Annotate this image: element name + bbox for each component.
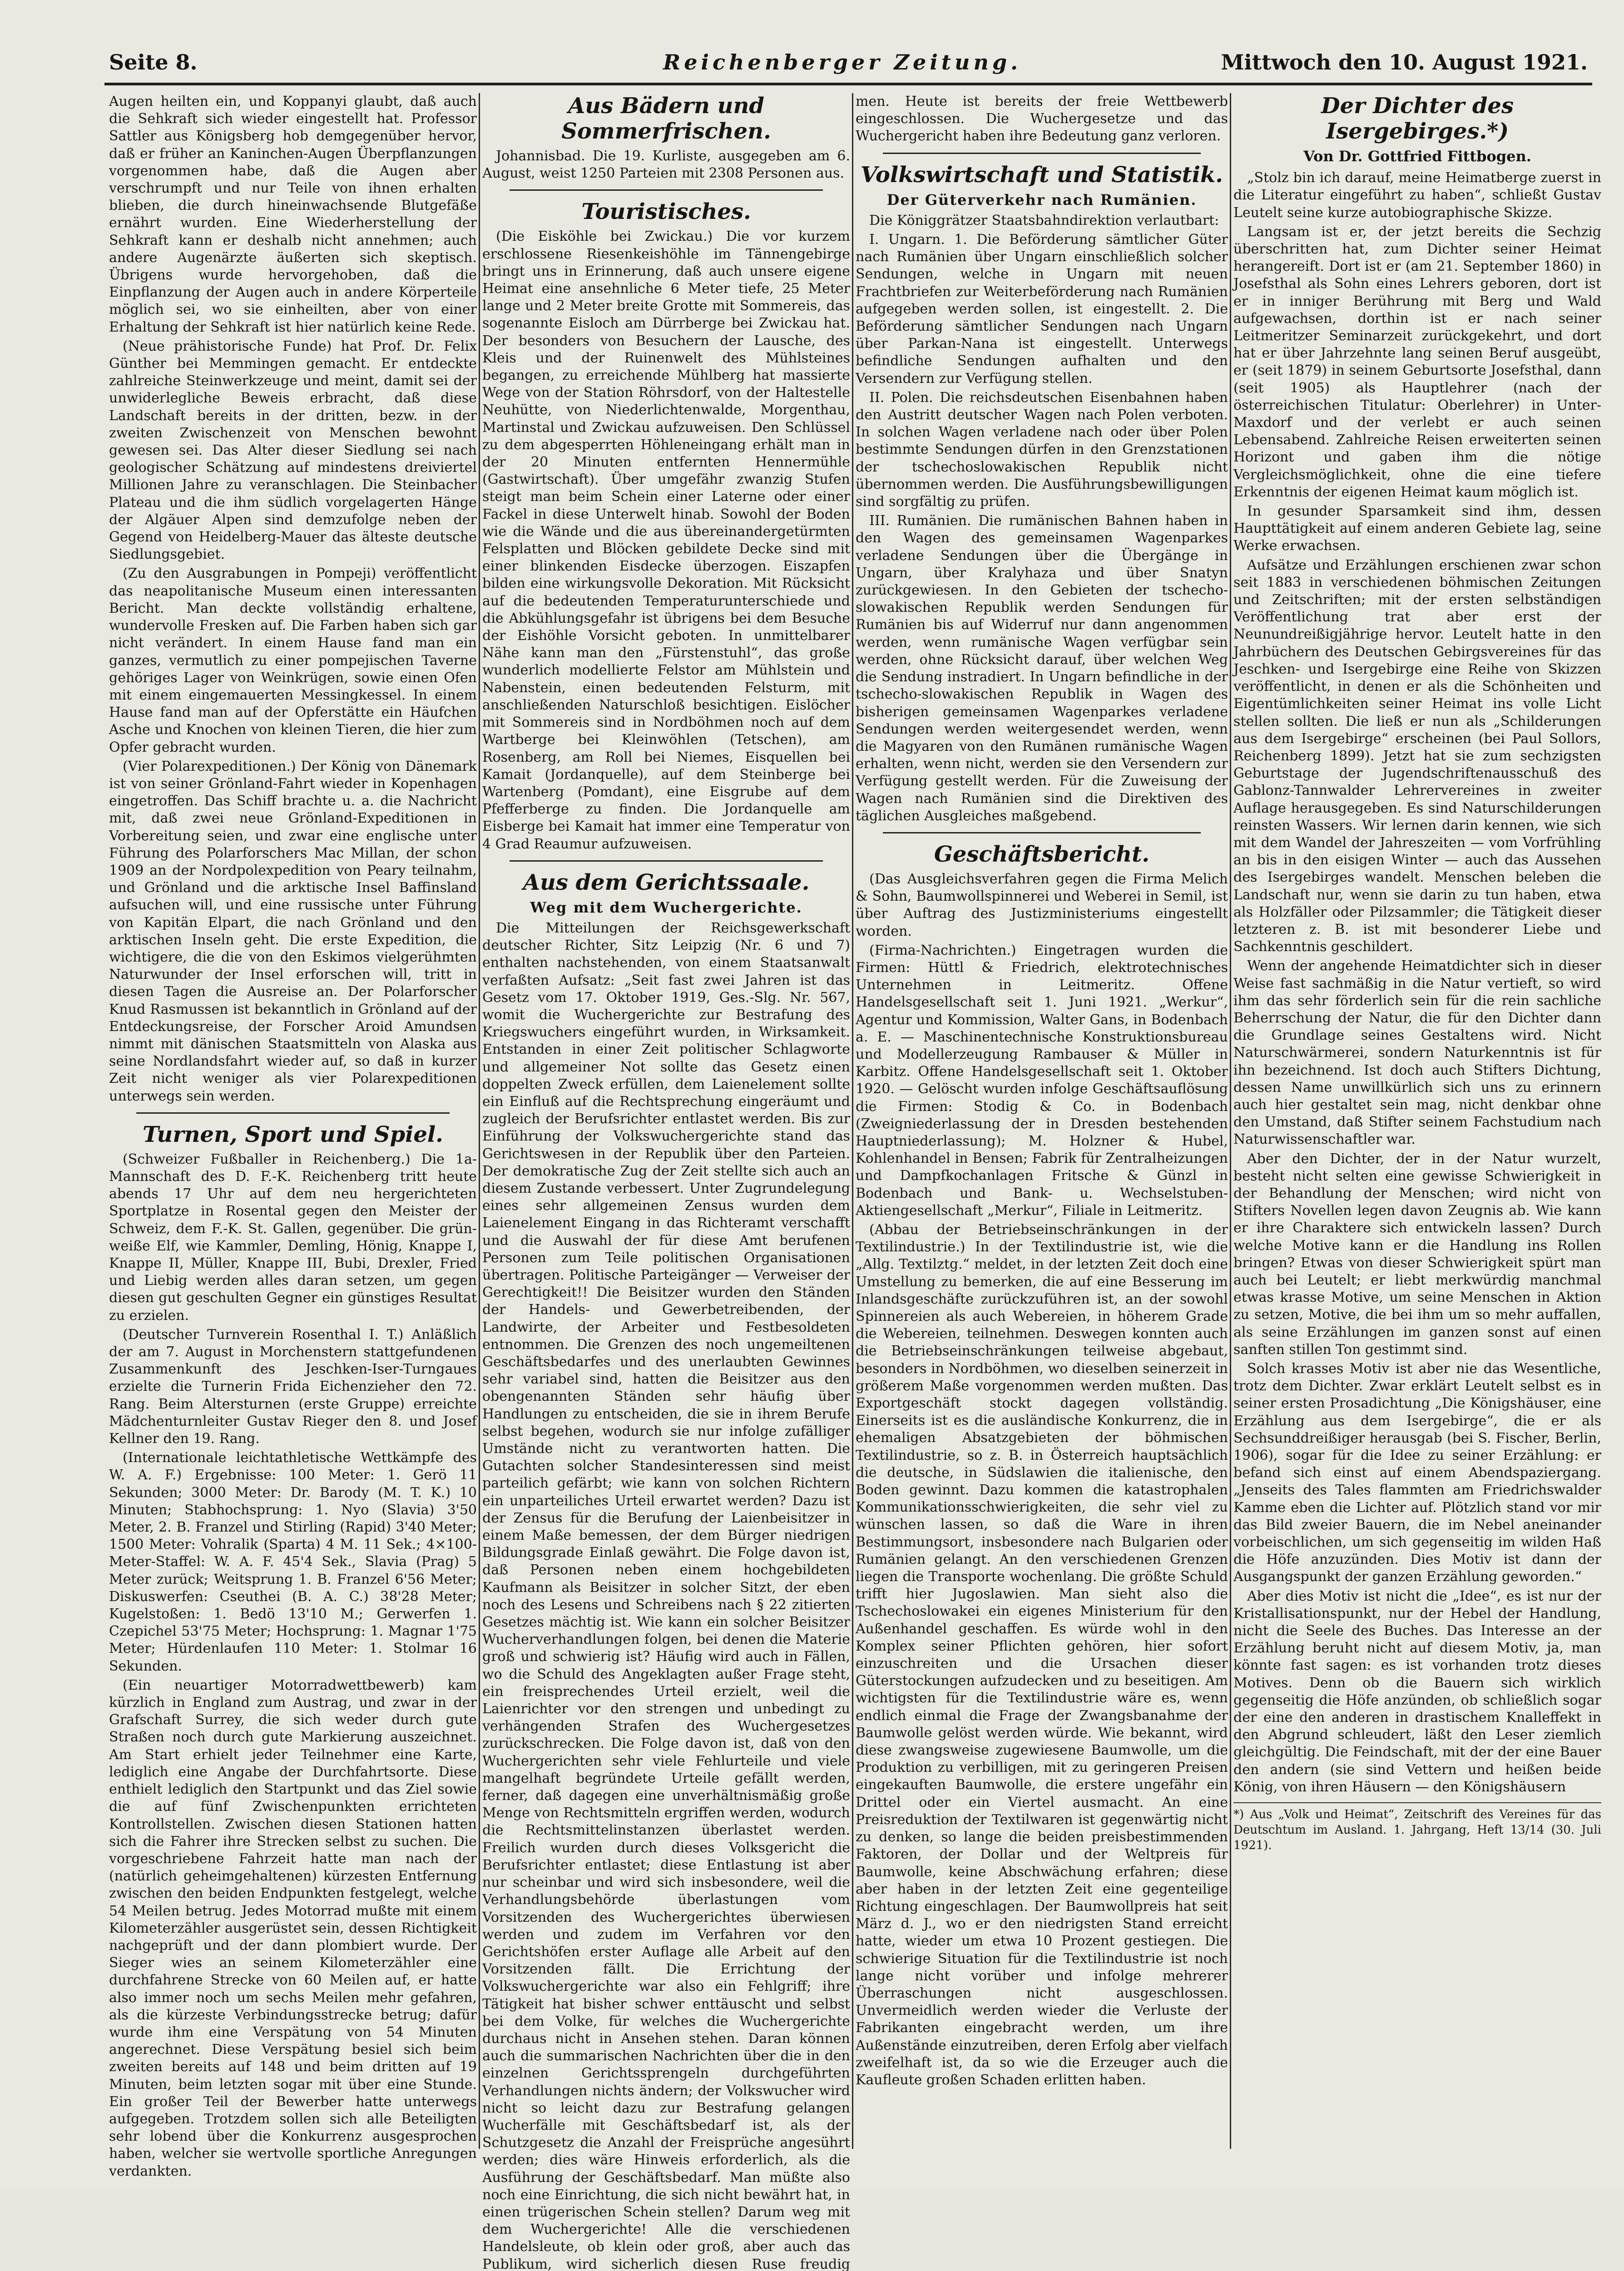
section-heading-gericht: Aus dem Gerichtssaale.	[523, 869, 810, 895]
article-paragraph: Aufsätze und Erzählungen erschienen zwar schon seit 1883 in verschiedenen böhmischen Zeitungen und Zeitschriften; mit der ersten selbständigen Veröffentlichung trat aber erst der Neunundreißigjährige hervor. Leutelt hatte in den Jahrbüchern des Deutschen Gebirgsvereines für das Jeschken- und Isergebirge eine Reihe von Skizzen veröffentlicht, in denen er als die Schönheiten und Eigentümlichkeiten seiner Heimat ins volle Licht stellen sollten. Die ließ er nun als „Schilderungen aus dem Isergebirge“ erscheinen (bei Paul Sollors, Reichenberg 1899). Jetzt hat sie zum sechzigsten Geburtstage der Jugendschriftenausschuß des Gablonz-Tannwalder Lehrervereines in zweiter Auflage herausgegeben. Es sind Naturschilderungen reinsten Wassers. Wir lernen darin kennen, wie sich mit dem Wandel der Jahreszeiten — vom Vorfrühling an bis in den eisigen Winter — auch das Aussehen des Isergebirges wandelt. Menschen beleben die Landschaft nur, wenn sie darin zu tun haben, etwa als Holzfäller oder Pilzsammler; die Tätigkeit dieser letzteren z. B. ist mit besonderer Liebe und Sachkenntnis geschildert.	[1233, 557, 1601, 955]
article-paragraph: Aber den Dichter, der in der Natur wurzelt, besteht nicht selten eine gewisse Schwierigkeit in der Behandlung der Menschen; wird nicht von Stifters Novellen legen davon Zeugnis ab. Wie kann er ihre Charaktere sich entwickeln lassen? Durch welche Motive kann er die Handlung ins Rollen bringen? Etwas von dieser Schwierigkeit spürt man auch bei Leutelt; er liebt merkwürdig manchmal etwas krasse Motive, um seine Menschen in Aktion zu setzen, Motive, die bei ihm um so mehr auffallen, als seine Erzählungen im ganzen sonst auf einen sanften stillen Ton gestimmt sind.	[1233, 1150, 1601, 1358]
article-paragraph: Solch krasses Motiv ist aber nie das Wesentliche, trotz dem Dichter. Zwar erklärt Leutelt selbst es in seiner ersten Prosadichtung „Die Königshäuser, eine Erzählung aus dem Isergebirge“, die er als Sechsunddreißiger herausgab (bei S. Fischer, Berlin, 1906), sogar für die Idee zu seiner Erzählung: er befand sich einst auf einem Abendspaziergang. „Jenseits des Tales flammten am Friedrichswalder Kamme eben die Lichter auf. Plötzlich stand vor mir das Bild zweier Bauern, die im Nebel aneinander vorbeischlichen, um sich gegenseitig im wilden Haß die Höfe anzuzünden. Dies Motiv ist dann der Ausgangspunkt der ganzen Erzählung geworden.“	[1233, 1361, 1601, 1585]
section-heading-dichter: Der Dichter des Isergebirges.*)	[1321, 93, 1514, 144]
article-paragraph: (Neue prähistorische Funde) hat Prof. Dr. Felix Günther bei Memmingen gemacht. Er entdeckte zahlreiche Steinwerkzeuge und meint, damit sei der unwiderlegliche Beweis erbracht, daß diese Landschaft bereits in der dritten, bezw. in der zweiten Zwischenzeit von Menschen bewohnt gewesen sei. Das Alter dieser Siedlung sei nach geologischer Schätzung auf mindestens dreiviertel Millionen Jahre zu veranschlagen. Die Steinbacher Plateau und die ihm südlich vorgelagerten Hänge der Algäuer Alpen sind demzufolge neben der Gegend von Heidelberg-Mauer das älteste deutsche Siedlungsgebiet.	[109, 338, 477, 563]
article-paragraph: men. Heute ist bereits der freie Wettbewerb eingeschlossen. Die Wuchergesetze und das Wuchergericht haben ihre Bedeutung ganz verloren.	[856, 94, 1228, 144]
article-paragraph: (Die Eisköhle bei Zwickau.) Die vor kurzem erschlossene Riesenkeishöhle im Tännengebirge bringt uns in Erinnerung, daß auch unsere eigene Heimat eine ansehnliche 6 Meter tiefe, 25 Meter lange und 2 Meter breite Grotte mit Sommereis, das sogenannte Eisloch am Dürrberge bei Zwickau hat. Der besonders von Besuchern der Lausche, des Kleis und der Ruinenwelt des Mühlsteines begangen, zu erreichende Mühlberg hat massierte Wege von der Station Röhrsdorf, von der Haltestelle Neuhütte, von Niederlichtenwalde, Morgenthau, Martinstal und Zwickau aufzuweisen. Den Schlüssel zu dem abgesperrten Höhleneingang erhält man in der 20 Minuten entfernten Hennermühle (Gastwirtschaft). Über umgefähr zwanzig Stufen steigt man beim Schein einer Laterne oder einer Fackel in diese Unterwelt hinab. Sowohl der Boden wie die Wände und die aus übereinandergetürmten Felsplatten und Blöcken gebildete Decke sind mit einer blinkenden Eisdecke überzogen. Eiszapfen bilden eine wirkungsvolle Dekoration. Mit Rücksicht auf die bedeutenden Temperaturunterschiede und die Abkühlungsgefahr ist übrigens bei dem Besuche der Eishöhle Vorsicht geboten. In unmittelbarer Nähe kann man den „Fürstenstuhl“, das große wunderlich modellierte Felstor am Mühlstein und Nabenstein, einen bedeutenden Felsturm, mit anschließenden Naturschloß besichtigen. Eislöcher mit Sommereis sind in Nordböhmen noch auf dem Wartberge bei Kleinwöhlen (Tetschen), am Rosenberg, am Roll bei Niemes, Eisquellen bei Kamait (Jordanquelle), auf dem Steinberge bei Wartenberg (Pomdant), eine Eisgrube auf dem Pfefferberge zu finden. Die Jordanquelle am Eisberge bei Kamait hat immer eine Temperatur von 4 Grad Reaumur aufzuweisen.	[482, 228, 850, 852]
article-paragraph: (Deutscher Turnverein Rosenthal I. T.) Anläßlich der am 7. August in Morchenstern stattgefundenen Zusammenkunft des Jeschken-Iser-Turngaues erzielte die Turnerin Frida Eichenzieher den 72. Rang. Beim Altersturnen (erste Gruppe) erreichte Mädchenturnleiter Gustav Rieger den 8. und Josef Kellner den 19. Rang.	[109, 1326, 477, 1447]
page-header	[109, 45, 1588, 82]
page-number: Seite 8.	[109, 50, 198, 74]
article-paragraph: (Zu den Ausgrabungen in Pompeji) veröffentlicht das neapolitanische Museum einen interessanten Bericht. Man deckte vollständig erhaltene, wundervolle Fresken auf. Die Farben haben sich gar nicht verändert. In einem Hause fand man ein ganzes, vermutlich zu einer pompejischen Taverne gehöriges Lager von Weinkrügen, sowie einen Ofen mit einem eingemauerten Messingkessel. In einem Hause fand man auf der Opferstätte ein Häufchen Asche und Knochen von kleinen Tieren, die hier zum Opfer gebracht wurden.	[109, 565, 477, 755]
article-paragraph: III. Rumänien. Die rumänischen Bahnen haben in den Wagen des gemeinsamen Wagenparkes verladene Sendungen über die Übergänge in Ungarn, über Kralyhaza und über Snatyn zurückgewiesen. In den Gebieten der tschecho-slowakischen Republik werden Sendungen für Rumänien bis auf Widerruf nur dann angenommen werden, wenn rumänische Wagen verfügbar sein werden, ohne Rücksicht darauf, über welchen Weg die Sendung instradiert. In Ungarn befindliche in der tschecho-slowakischen Republik in Wagen des bisherigen gemeinsamen Wagenparkes verladene Sendungen werden weitergesendet werden, wenn die Magyaren von den Rumänen rumänische Wagen erhalten, wenn nicht, werden sie den Versendern zur Verfügung gestellt werden. Für die Zuweisung der Wagen nach Rumänien sind die Direktiven des täglichen Ausgleiches maßgebend.	[856, 513, 1228, 824]
article-paragraph: Augen heilten ein, und Koppanyi glaubt, daß auch die Sehkraft sich wieder eingestellt hat. Professor Sattler aus Königsberg hob demgegenüber hervor, daß er früher an Kaninchen-Augen Überpflanzungen vorgenommen habe, daß die Augen aber verschrumpft und nur Teile von ihnen erhalten blieben, die durch hineinwachsende Blutgefäße ernährt wurden. Eine Wiederherstellung der Sehkraft kann er deshalb nicht annehmen; auch andere Augenärzte äußerten sich skeptisch. Übrigens wurde hervorgehoben, daß die Einpflanzung der Augen auch in andere Körperteile möglich sei, wo sie einheilten, aber von einer Erhaltung der Sehkraft ist hier natürlich keine Rede.	[109, 94, 477, 335]
section-heading-sport: Turnen, Sport und Spiel.	[143, 1121, 443, 1147]
article-byline: Von Dr. Gottfried Fittbogen.	[1303, 148, 1531, 165]
column-1	[109, 93, 477, 2179]
column-4	[1233, 93, 1601, 2153]
article-paragraph: Die Königgrätzer Staatsbahndirektion verlautbart:	[869, 212, 1219, 228]
section-divider	[136, 1112, 450, 1114]
newspaper-title: Reichenberger Zeitung.	[663, 50, 1022, 74]
article-paragraph: (Vier Polarexpeditionen.) Der König von Dänemark ist von seiner Grönland-Fahrt wieder in Kopenhagen eingetroffen. Das Schiff brachte u. a. die Nachricht mit, daß zwei neue Grönland-Expeditionen in Vorbereitung seien, und zwar eine englische unter Führung des Polarforschers Mac Millan, der schon 1909 an der Nordpolexpedition von Peary teilnahm, und Grönland und die arktische Insel Baffinsland aufsuchen will, und eine russische unter Führung von Kapitän Elpart, die nach Grönland und den arktischen Inseln geht. Die erste Expedition, die wichtigere, die die von den Eskimos vielgerühmten Naturwunder der Insel erforschen will, tritt in diesen Tagen die Ausreise an. Der Polarforscher Knud Rasmussen ist bekanntlich in Grönland auf der Entdeckungsreise, der Forscher Aroid Amundsen nimmt mit dänischen Staatsmitteln von Alaska aus seine Nordlandsfahrt wieder auf, so daß in kurzer Zeit nicht weniger als vier Polarexpeditionen unterwegs sein werden.	[109, 758, 477, 1104]
section-divider	[883, 153, 1201, 154]
column-3	[856, 93, 1228, 2153]
article-subheading: Weg mit dem Wuchergerichte.	[530, 898, 802, 916]
article-paragraph: Langsam ist er, der jetzt bereits die Sechzig überschritten hat, zum Dichter seiner Heimat herangereift. Dort ist er (am 21. September 1860) in Josefsthal als Sohn eines Lehrers geboren, dort ist er in inniger Berührung mit Berg und Wald aufgewachsen, dorthin ist er nach seiner Leitmeritzer Seminarzeit zurückgekehrt, und dort hat er über Jahrzehnte lang seinen Beruf ausgeübt, er (seit 1879) in seinem Geburtsorte Josefsthal, dann (seit 1905) als Hauptlehrer (nach der österreichischen Titulatur: Oberlehrer) in Unter-Maxdorf und der verlebt er auch seinen Lebensabend. Zahlreiche Reisen erweiterten seinen Horizont und gaben ihm die nötige Vergleichsmöglichkeit, ohne die eine tiefere Erkenntnis der eigenen Heimat kaum möglich ist.	[1233, 223, 1601, 500]
article-paragraph: Wenn der angehende Heimatdichter sich in dieser Weise fast sachmäßig in die Natur vertieft, so wird ihm das sehr förderlich sein für die rein sachliche Beherrschung der Natur, die für den Dichter dann die Grundlage seines Gestaltens wird. Nicht Naturschwärmerei, sondern Naturkenntnis ist für ihn bezeichnend. Ist doch auch Stifters Dichtung, dessen Name unwillkürlich sich uns zu erinnern auch hier gestaltet sein mag, nicht denkbar ohne den Umstand, daß Stifter seinem Fachstudium nach Naturwissenschaftler war.	[1233, 958, 1601, 1148]
article-paragraph: (Ein neuartiger Motorradwettbewerb) kam kürzlich in England zum Austrag, und zwar in der Grafschaft Surrey, die sich weder durch gute Straßen noch durch gute Markierung auszeichnet. Am Start erhielt jeder Teilnehmer eine Karte, lediglich eine Angabe der Durchfahrtsorte. Diese enthielt lediglich den Startpunkt und das Ziel sowie die auf fünf Zwischenpunkten errichteten Kontrollstellen. Zwischen diesen Stationen hatten sich die Fahrer ihre Strecken selbst zu suchen. Die vorgeschriebene Fahrzeit hatte man nach der (natürlich geheimgehaltenen) kürzesten Entfernung zwischen den beiden Endpunkten festgelegt, welche 54 Meilen betrug. Jedes Motorrad mußte mit einem Kilometerzähler ausgerüstet sein, dessen Richtigkeit nachgeprüft und der dann plombiert wurde. Der Sieger wies an seinem Kilometerzähler eine durchfahrene Strecke von 60 Meilen auf, er hatte also immer noch um sechs Meilen mehr gefahren, als die kürzeste Verbindungsstrecke betrug; dafür wurde ihm eine Verspätung von 54 Minuten angerechnet. Diese Verspätung besiel sich beim zweiten bereits auf 148 und beim dritten auf 19 Minuten, beim letzten sogar mit über eine Stunde. Ein großer Teil der Bewerber hatte unterwegs aufgegeben. Trotzdem sollen sich alle Beteiligten sehr lobend über die Konkurrenz ausgesprochen haben, welcher sie wertvolle sportliche Anregungen verdankten.	[109, 1677, 477, 2179]
section-heading-volkswirtschaft: Volkswirtschaft und Statistik.	[861, 162, 1223, 188]
article-paragraph: (Internationale leichtathletische Wettkämpfe des W. A. F.) Ergebnisse: 100 Meter: 1. Gerö 11 Sekunden; 3000 Meter: Dr. Barody (M. T. K.) 10 Minuten; Stabhochsprung: 1. Nyo (Slavia) 3'50 Meter, 2. B. Franzel und Stirling (Rapid) 3'40 Meter; 1500 Meter: Vohralik (Sparta) 4 M. 11 Sek.; 4×100-Meter-Staffel: W. A. F. 45'4 Sek., Slavia (Prag) 5 Meter zurück; Weitsprung 1. B. Franzel 6'56 Meter; Diskuswerfen: Cseuthei (B. A. C.) 38'28 Meter; Kugelstoßen: 1. Bedö 13'10 M.; Gerwerfen 1. Czepichel 53'75 Meter; Hochsprung: 1. Magnar 1'75 Meter; Hürdenlaufen 110 Meter: 1. Stolmar 16 Sekunden.	[109, 1450, 477, 1674]
issue-date: Mittwoch den 10. August 1921.	[1221, 50, 1588, 74]
article-paragraph: (Firma-Nachrichten.) Eingetragen wurden die Firmen: Hüttl & Friedrich, elektrotechnisches Unternehmen in Leitmeritz. Offene Handelsgesellschaft seit 1. Juni 1921. „Werkur“, Agentur und Kommission, Walter Gans, in Bodenbach a. E. — Maschinentechnische Konstruktionsbureau und Modellerzeugung Rambauser & Müller in Karbitz. Offene Handelsgesellschaft seit 1. Oktober 1920. — Gelöscht wurden infolge Geschäftsauflösung die Firmen: Stodig & Co. in Bodenbach (Zweigniederlassung der in Dresden bestehenden Hauptniederlassung); M. Holzner & Hubel, Kohlenhandel in Bensen; Fabrik für Zentralheizungen und Dampfkochanlagen Fritsche & Günzl in Bodenbach und Bank- u. Wechselstuben-Aktiengesellschaft „Merkur“, Filiale in Leitmeritz.	[856, 942, 1228, 1219]
article-paragraph: II. Polen. Die reichsdeutschen Eisenbahnen haben den Austritt deutscher Wagen nach Polen verboten. In solchen Wagen verladene nach oder über Polen bestimmte Sendungen dürfen in den Grenzstationen der tschechoslowakischen Republik nicht übernommen werden. Die Ausführungsbewilligungen sind sorgfältig zu prüfen.	[856, 389, 1228, 510]
article-paragraph: Johannisbad. Die 19. Kurliste, ausgegeben am 6. August, weist 1250 Parteien mit 2308 Personen aus.	[482, 148, 850, 182]
article-paragraph: Aber dies Motiv ist nicht die „Idee“, es ist nur der Kristallisationspunkt, nur der Hebel der Handlung, nicht die Seele des Buches. Das Interesse an der Erzählung beruht nicht auf diesem Motiv, ja, man könnte fast sagen: es ist vorhanden trotz dieses Motives. Denn ob die Bauern sich wirklich gegenseitig die Höfe anzünden, ob schließlich sogar der eine den anderen in drastischem Knalleffekt in den Abgrund schleudert, läßt den Leser ziemlich gleichgültig. Die Feindschaft, mit der der eine Bauer den andern (sie sind Vettern und heißen beide König, von ihren Häusern — den Königshäusern	[1233, 1588, 1601, 1795]
section-heading-touristik: Touristisches.	[581, 199, 751, 225]
column-divider	[852, 93, 853, 2149]
article-paragraph: (Schweizer Fußballer in Reichenberg.) Die 1a-Mannschaft des D. F.-K. Reichenberg tritt heute abends 17 Uhr auf dem neu hergerichteten Sportplatze in Rosental gegen den Meister der Schweiz, dem F.-K. St. Gallen, gegenüber. Die grün-weiße Elf, wie Kammler, Demling, Hönig, Knappe I, Knappe II, Müller, Knappe III, Bubi, Drexler, Fried und Liebig werden alles daran setzen, um gegen diesen gut geschulten Gegner ein günstiges Resultat zu erzielen.	[109, 1151, 477, 1324]
article-paragraph: In gesunder Sparsamkeit sind ihm, dessen Haupttätigkeit auf einem anderen Gebiete lag, seine Werke erwachsen.	[1233, 503, 1601, 554]
section-divider	[510, 860, 823, 862]
footnote: *) Aus „Volk und Heimat“, Zeitschrift des Vereines für das Deutschtum im Ausland. 1. Jahrgang, Heft 13/14 (30. Juli 1921).	[1233, 1802, 1601, 1853]
article-subheading: Der Güterverkehr nach Rumänien.	[886, 191, 1197, 208]
column-divider	[479, 93, 480, 2149]
article-paragraph: Die Mitteilungen der Reichsgewerkschaft deutscher Richter, Sitz Leipzig (Nr. 6 und 7) enthalten nachstehenden, von einem Staatsanwalt verfaßten Aufsatz: „Seit fast zwei Jahren ist das Gesetz vom 17. Oktober 1919, Ges.-Slg. Nr. 567, womit die Wuchergerichte zur Bestrafung des Kriegswuchers eingeführt wurden, in Wirksamkeit. Entstanden in einer Zeit politischer Schlagworte und allgemeiner Not sollte das Gesetz einen doppelten Zweck erfüllen, dem Laienelement sollte ein Einfluß auf die Rechtsprechung eingeräumt und zugleich der Berufsrichter entlastet werden. Bis zur Einführung der Volkswuchergerichte stand das Gerichtswesen in der Republik über den Parteien. Der demokratische Zug der Zeit stellte sich auch an diesem Zustande verbessert. Unter Zugrundelegung eines sehr allgemeinen Zensus wurden dem Laienelement Eingang in das Richteramt verschafft und die Auswahl der für diese Amt berufenen Personen zum Teile politischen Organisationen übertragen. Politische Parteigänger — Verweiser der Gerechtigkeit!! Die Beisitzer wurden den Ständen der Handels- und Gewerbetreibenden, der Landwirte, der Arbeiter und Festbesoldeten entnommen. Die Grenzen des noch ungemeiltenen Geschäftsbedarfes und des unerlaubten Gewinnes sehr variabel sind, hatten die Beisitzer aus den obengenannten Ständen sehr häufig über Handlungen zu entscheiden, die sie in ihrem Berufe selbst begehen, wodurch sie nur infolge zufälliger Umstände nicht zu verantworten hatten. Die Gutachten solcher Standesinteressen sind meist parteilich gefärbt; wie kann von solchen Richtern ein unparteiliches Urteil erwartet werden? Dazu ist der Zensus für die Berufung der Laienbeisitzer in einem Maße bemessen, der dem Bürger niedrigen Bildungsgrade Einlaß gewährt. Die Folge davon ist, daß Personen neben einem hochgebildeten Kaufmann als Beisitzer in solcher Sitzt, der eben noch des Lesens und Schreibens nach § 22 zitierten Gesetzes mächtig ist. Wie kann ein solcher Beisitzer Wucherverhandlungen folgen, bei denen die Materie groß und schwierig ist? Häufig wird auch in Fällen, wo die Schuld des Angeklagten außer Frage steht, ein freisprechendes Urteil erzielt, weil die Laienrichter vor den strengen und unbedingt zu verhängenden Strafen des Wuchergesetzes zurückschrecken. Die Folge davon ist, daß von den Wuchergerichten sehr viele Fehlurteile und viele mangelhaft begründete Urteile gefällt werden, ferner, daß dagegen eine unverhältnismäßig große Menge von Rechtsmitteln ergriffen werden, wodurch die Rechtsmittelinstanzen überlastet werden. Freilich wurden durch dieses Volksgericht die Berufsrichter entlastet; diese Entlastung ist aber nur scheinbar und wird sich insbesondere, weil die Verhandlungsbehörde überlastungen vom Vorsitzenden des Wuchergerichtes überwiesen werden und zudem im Verfahren vor den Gerichtshöfen erster Auflage alle Arbeit auf den Vorsitzenden fällt. Die Errichtung der Volkswuchergerichte war also ein Fehlgriff; ihre Tätigkeit hat bisher schwer enttäuscht und selbst bei dem Volke, für welches die Wuchergerichte durchaus nicht in Ansehen stehen. Daran können auch die summarischen Nachrichten über die in den einzelnen Gerichtssprengeln durchgeführten Verhandlungen nichts ändern; der Volkswucher wird nicht so leicht dazu zur Bestrafung gelangen Wucherfälle mit Geschäftsbedarf ist, als der Schutzgesetz die Anzahl der Freisprüche angesührt werden; dies wäre Hinweis erforderlich, als die Ausführung der Geschäftsbedarf. Man müßte also noch eine Einrichtung, die sich nicht bewährt hat, in einen trügerischen Schein stellen? Darum weg mit dem Wuchergerichte! Alle die verschiedenen Handelsleute, ob klein oder groß, aber auch das Publikum, wird sicherlich diesen Ruse freudig	[482, 920, 850, 2271]
section-heading-baeder: Aus Bädern und Sommerfrischen.	[561, 93, 771, 144]
section-divider	[883, 832, 1201, 833]
section-divider	[510, 189, 823, 191]
article-paragraph: (Das Ausgleichsverfahren gegen die Firma Melich & Sohn, Baumwollspinnerei und Weberei in Semil, ist über Auftrag des Justizministeriums eingestellt worden.	[856, 871, 1228, 939]
column-divider	[1230, 93, 1231, 2149]
section-heading-geschaeftsbericht: Geschäftsbericht.	[934, 841, 1150, 867]
article-paragraph: „Stolz bin ich darauf, meine Heimatberge zuerst in die Literatur eingeführt zu haben“, schließt Gustav Leutelt seine kurze autobiographische Skizze.	[1233, 170, 1601, 221]
column-2	[482, 93, 850, 2271]
article-paragraph: I. Ungarn. 1. Die Beförderung sämtlicher Güter nach Rumänien über Ungarn einschließlich solcher Sendungen, welche in Ungarn mit neuen Frachtbriefen zur Weiterbeförderung nach Rumänien aufgegeben werden sollen, ist eingestellt. 2. Die Beförderung sämtlicher Sendungen nach Ungarn über Parkan-Nana ist eingestellt. Unterwegs befindliche Sendungen aufhalten und den Versendern zur Verfügung stellen.	[856, 232, 1228, 387]
article-paragraph: (Abbau der Betriebseinschränkungen in der Textilindustrie.) In der Textilindustrie ist, wie die „Allg. Textilztg.“ meldet, in der letzten Zeit doch eine Umstellung zu bemerken, die auf eine Besserung im Inlandsgeschäfte zurückzuführen ist, an der sowohl Spinnereien als auch Webereien, in höherem Grade die Webereien, teilnehmen. Deswegen konnten auch die Betriebseinschränkungen teilweise abgebaut, besonders in Nordböhmen, wo dieselben seinerzeit in größerem Maße vorgenommen werden mußten. Das Exportgeschäft stockt dagegen vollständig. Einerseits ist es die ausländische Konkurrenz, die in ehemaligen Absatzgebieten der böhmischen Textilindustrie, so z. B. in Österreich hauptsächlich die deutsche, in Südslawien die italienische, den Boden gewinnt. Dazu kommen die katastrophalen Kommunikationsschwierigkeiten, die sehr viel zu wünschen lassen, so daß die Ware in ihren Bestimmungsort, insbesondere nach Bulgarien oder Rumänien gelangt. An den verschiedenen Grenzen liegen die Transporte wochenlang. Die größte Schuld trifft hier Jugoslawien. Man sieht also die Tschechoslowakei ein eigenes Ministerium für den Außenhandel geschaffen. Es würde wohl in den Komplex seiner Pflichten gehören, hier sofort einzuschreiten und die Ursachen dieser Güterstockungen aufzudecken und zu beseitigen. Am wichtigsten für die Textilindustrie wäre es, wenn endlich einmal die Frage der Zwangsbanahme der Baumwolle gelöst werden würde. Wie bekannt, wird diese zwangsweise zugewiesene Baumwolle, um die Produktion zu verbilligen, mit zu geringeren Preisen eingekauften Baumwolle, die erstere ungefähr ein Drittel oder ein Viertel ausmacht. An eine Preisreduktion der Textilwaren ist gegenwärtig nicht zu denken, so lange die beiden preisbestimmenden Faktoren, der Dollar und der Weltpreis für Baumwolle, keine Abschwächung erfahren; diese aber haben in der letzten Zeit eine gegenteilige Richtung eingeschlagen. Der Baumwollpreis hat seit März d. J., wo er den niedrigsten Stand erreicht hatte, wieder um etwa 10 Prozent gestiegen. Die schwierige Situation für die Textilindustrie ist noch lange nicht vorüber und infolge mehrerer Überraschungen nicht ausgeschlossen. Unvermeidlich werden wieder die Verluste der Fabrikanten eingebracht werden, um ihre Außenstände einzutreiben, deren Erfolg aber vielfach zweifelhaft ist, da so wie die Erzeuger auch die Kaufleute großen Schaden erlitten haben.	[856, 1221, 1228, 2088]
header-rule	[104, 83, 1592, 85]
